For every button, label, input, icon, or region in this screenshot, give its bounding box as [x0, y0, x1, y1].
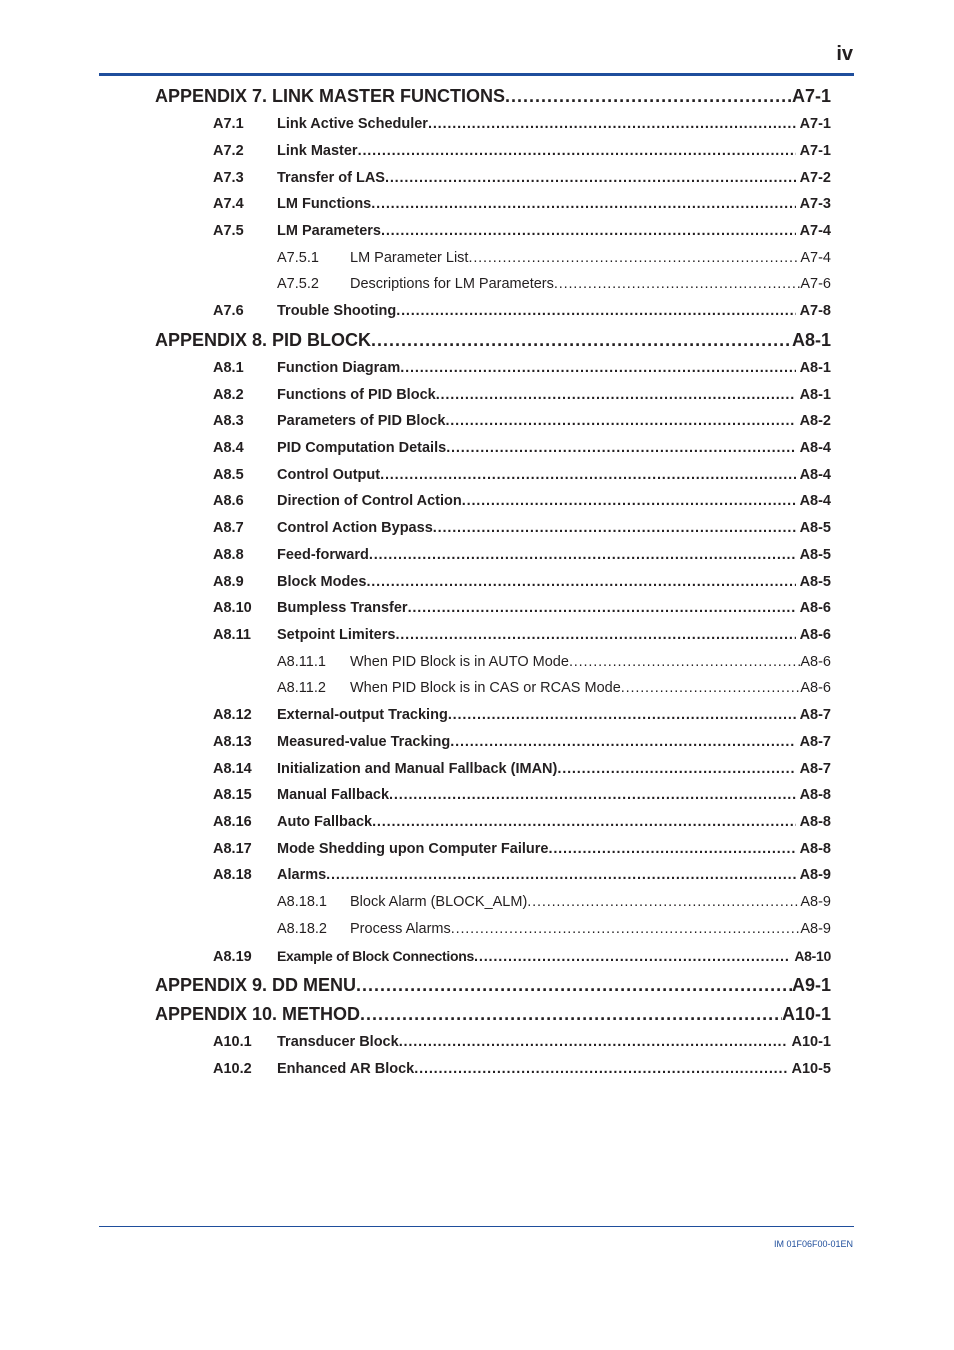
toc-entry-number: A8.7 — [213, 520, 244, 536]
toc-section-entry[interactable] — [213, 387, 831, 403]
page-number: iv — [836, 43, 853, 65]
toc-entry-page: A8-10 — [794, 948, 831, 964]
toc-section-entry[interactable] — [213, 467, 831, 483]
dot-leader — [408, 600, 796, 616]
toc-entry-number: A8.11 — [213, 627, 251, 643]
toc-entry-number: A8.13 — [213, 734, 252, 750]
toc-entry-title: Parameters of PID Block — [277, 413, 446, 429]
toc-entry-title: Feed-forward — [277, 547, 369, 563]
toc-entry-title: Transfer of LAS — [277, 170, 385, 186]
toc-entry-title: LM Parameter List — [350, 250, 469, 266]
toc-entry-page: A7-6 — [800, 276, 831, 292]
dot-leader — [414, 1061, 787, 1077]
toc-appendix-entry[interactable] — [155, 330, 831, 351]
toc-entry-page: A8-9 — [799, 867, 831, 883]
toc-entry-number: A8.14 — [213, 761, 252, 777]
toc-entry-title: Function Diagram — [277, 360, 401, 376]
toc-entry-title: Transducer Block — [277, 1034, 399, 1050]
toc-entry-page: A8-5 — [799, 520, 831, 536]
toc-subsection-entry[interactable] — [277, 276, 831, 292]
toc-appendix-entry[interactable] — [155, 86, 831, 107]
footer-rule — [99, 1226, 854, 1227]
toc-section-entry[interactable] — [213, 1034, 831, 1050]
toc-section-entry[interactable] — [213, 814, 831, 830]
toc-subsection-entry[interactable] — [277, 250, 831, 266]
toc-entry-number: A8.2 — [213, 387, 244, 403]
toc-entry-number: A8.4 — [213, 440, 244, 456]
dot-leader — [396, 303, 795, 319]
toc-subsection-entry[interactable] — [277, 680, 831, 696]
toc-entry-page: A7-2 — [799, 170, 831, 186]
toc-entry-title: APPENDIX 7. LINK MASTER FUNCTIONS — [155, 86, 506, 106]
toc-section-entry[interactable] — [213, 223, 831, 239]
toc-entry-title: Mode Shedding upon Computer Failure — [277, 841, 549, 857]
toc-entry-number: A8.11.1 — [277, 654, 326, 670]
toc-entry-title: APPENDIX 10. METHOD — [155, 1004, 361, 1024]
toc-entry-page: A8-6 — [800, 680, 831, 696]
dot-leader — [621, 680, 801, 696]
toc-section-entry[interactable] — [213, 520, 831, 536]
toc-section-entry[interactable] — [213, 867, 831, 883]
toc-entry-number: A8.6 — [213, 493, 244, 509]
toc-entry-title: Control Action Bypass — [277, 520, 433, 536]
toc-section-entry[interactable] — [213, 493, 831, 509]
dot-leader — [468, 250, 800, 266]
toc-entry-title: Link Master — [277, 143, 358, 159]
toc-entry-title: Control Output — [277, 467, 381, 483]
toc-entry-number: A8.12 — [213, 707, 252, 723]
toc-entry-title: Link Active Scheduler — [277, 116, 428, 132]
toc-entry-title: Functions of PID Block — [277, 387, 436, 403]
toc-entry-page: A8-5 — [799, 547, 831, 563]
dot-leader — [326, 867, 795, 883]
toc-entry-page: A7-3 — [799, 196, 831, 212]
toc-subsection-entry[interactable] — [277, 894, 831, 910]
toc-entry-page: A8-4 — [799, 440, 831, 456]
toc-entry-page: A7-1 — [799, 143, 831, 159]
toc-subsection-entry[interactable] — [277, 921, 831, 937]
toc-entry-number: A8.18.2 — [277, 921, 327, 937]
toc-subsection-entry[interactable] — [277, 654, 831, 670]
toc-appendix-entry[interactable] — [155, 975, 831, 996]
dot-leader — [395, 627, 795, 643]
dot-leader — [446, 440, 795, 456]
toc-entry-page: A8-4 — [799, 493, 831, 509]
toc-entry-number: A8.16 — [213, 814, 252, 830]
toc-entry-number: A8.8 — [213, 547, 244, 563]
dot-leader — [371, 330, 792, 351]
toc-entry-title: Measured-value Tracking — [277, 734, 451, 750]
dot-leader — [433, 520, 796, 536]
toc-entry-page: A7-8 — [799, 303, 831, 319]
toc-section-entry[interactable] — [213, 600, 831, 616]
toc-entry-title: Auto Fallback — [277, 814, 373, 830]
toc-entry-title: APPENDIX 9. DD MENU — [155, 975, 357, 995]
toc-entry-title: APPENDIX 8. PID BLOCK — [155, 330, 372, 350]
toc-entry-number: A7.4 — [213, 196, 244, 212]
dot-leader — [372, 814, 795, 830]
dot-leader — [356, 975, 792, 996]
toc-section-entry[interactable] — [213, 841, 831, 857]
toc-entry-page: A8-8 — [799, 787, 831, 803]
toc-entry-number: A8.3 — [213, 413, 244, 429]
toc-entry-number: A7.2 — [213, 143, 244, 159]
toc-entry-page: A8-9 — [800, 894, 831, 910]
toc-entry-page: A10-1 — [781, 1004, 831, 1024]
dot-leader — [445, 413, 795, 429]
toc-entry-page: A8-7 — [799, 734, 831, 750]
toc-entry-page: A8-1 — [791, 330, 831, 350]
toc-section-entry[interactable] — [213, 196, 831, 212]
toc-entry-title: PID Computation Details — [277, 440, 447, 456]
toc-entry-page: A8-1 — [799, 360, 831, 376]
dot-leader — [462, 493, 796, 509]
toc-entry-number: A8.15 — [213, 787, 252, 803]
toc-entry-page: A7-4 — [799, 223, 831, 239]
toc-entry-page: A8-9 — [800, 921, 831, 937]
toc-entry-title: Setpoint Limiters — [277, 627, 396, 643]
toc-section-entry[interactable] — [213, 360, 831, 376]
toc-entry-page: A8-4 — [799, 467, 831, 483]
toc-section-entry[interactable] — [213, 170, 831, 186]
toc-entry-number: A8.1 — [213, 360, 244, 376]
toc-entry-page: A7-4 — [800, 250, 831, 266]
toc-appendix-entry[interactable] — [155, 1004, 831, 1025]
dot-leader — [369, 547, 796, 563]
dot-leader — [451, 921, 801, 937]
toc-entry-number: A8.19 — [213, 949, 252, 965]
dot-leader — [569, 654, 800, 670]
toc-entry-title: Trouble Shooting — [277, 303, 397, 319]
toc-entry-title: Block Modes — [277, 574, 367, 590]
toc-entry-number: A7.5 — [213, 223, 244, 239]
toc-section-entry[interactable] — [213, 574, 831, 590]
toc-entry-page: A8-8 — [799, 841, 831, 857]
toc-section-entry[interactable] — [213, 787, 831, 803]
toc-entry-title: LM Functions — [277, 196, 372, 212]
toc-section-entry[interactable] — [213, 547, 831, 563]
toc-entry-title: Process Alarms — [350, 921, 451, 937]
toc-entry-page: A9-1 — [791, 975, 831, 995]
toc-entry-page: A7-1 — [799, 116, 831, 132]
toc-entry-number: A10.1 — [213, 1034, 252, 1050]
toc-entry-title: Example of Block Connections — [277, 948, 474, 964]
toc-entry-page: A8-5 — [799, 574, 831, 590]
toc-entry-number: A7.5.2 — [277, 276, 319, 292]
toc-entry-number: A8.10 — [213, 600, 252, 616]
toc-entry-number: A7.5.1 — [277, 250, 319, 266]
toc-section-entry[interactable] — [213, 1061, 831, 1077]
toc-section-entry[interactable] — [213, 116, 831, 132]
toc-section-entry[interactable] — [213, 413, 831, 429]
toc-entry-number: A8.11.2 — [277, 680, 326, 696]
toc-entry-title: Alarms — [277, 867, 327, 883]
toc-section-entry[interactable] — [213, 303, 831, 319]
toc-entry-number: A7.3 — [213, 170, 244, 186]
dot-leader — [360, 1004, 782, 1025]
toc-entry-page: A8-6 — [799, 600, 831, 616]
dot-leader — [428, 116, 796, 132]
toc-entry-number: A8.5 — [213, 467, 244, 483]
dot-leader — [389, 787, 796, 803]
toc-entry-page: A8-7 — [799, 707, 831, 723]
toc-entry-page: A10-5 — [791, 1061, 831, 1077]
toc-entry-page: A7-1 — [791, 86, 831, 106]
toc-entry-title: When PID Block is in AUTO Mode — [350, 654, 569, 670]
toc-entry-title: Initialization and Manual Fallback (IMAN) — [277, 761, 558, 777]
toc-entry-title: Descriptions for LM Parameters — [350, 276, 554, 292]
dot-leader — [358, 143, 796, 159]
toc-section-entry[interactable] — [213, 734, 831, 750]
toc-entry-title: Manual Fallback — [277, 787, 390, 803]
toc-entry-number: A8.18 — [213, 867, 252, 883]
dot-leader — [548, 841, 795, 857]
dot-leader — [380, 467, 795, 483]
dot-leader — [527, 894, 800, 910]
toc-section-entry[interactable] — [213, 627, 831, 643]
dot-leader — [505, 86, 792, 107]
dot-leader — [448, 707, 796, 723]
toc-section-entry[interactable] — [213, 761, 831, 777]
dot-leader — [381, 223, 796, 239]
toc-entry-number: A10.2 — [213, 1061, 252, 1077]
toc-entry-page: A8-8 — [799, 814, 831, 830]
toc-section-entry[interactable] — [213, 143, 831, 159]
dot-leader — [436, 387, 796, 403]
dot-leader — [450, 734, 795, 750]
toc-entry-title: External-output Tracking — [277, 707, 448, 723]
toc-entry-page: A8-6 — [800, 654, 831, 670]
dot-leader — [385, 170, 796, 186]
dot-leader — [366, 574, 795, 590]
toc-section-entry[interactable] — [213, 707, 831, 723]
toc-entry-page: A8-2 — [799, 413, 831, 429]
toc-entry-title: When PID Block is in CAS or RCAS Mode — [350, 680, 621, 696]
toc-entry-page: A8-6 — [799, 627, 831, 643]
toc-section-entry[interactable] — [213, 948, 831, 965]
toc-entry-page: A8-7 — [799, 761, 831, 777]
toc-entry-page: A10-1 — [791, 1034, 831, 1050]
toc-entry-title: Bumpless Transfer — [277, 600, 408, 616]
toc-entry-number: A7.6 — [213, 303, 244, 319]
document-id: IM 01F06F00-01EN — [773, 1239, 853, 1249]
dot-leader — [557, 761, 795, 777]
toc-entry-page: A8-1 — [799, 387, 831, 403]
toc-entry-title: Block Alarm (BLOCK_ALM) — [350, 894, 528, 910]
toc-entry-number: A8.18.1 — [277, 894, 327, 910]
toc-entry-title: Direction of Control Action — [277, 493, 462, 509]
dot-leader — [399, 1034, 788, 1050]
toc-entry-number: A8.9 — [213, 574, 244, 590]
dot-leader — [554, 276, 800, 292]
dot-leader — [474, 949, 790, 965]
dot-leader — [400, 360, 795, 376]
toc-entry-title: LM Parameters — [277, 223, 381, 239]
toc-entry-title: Enhanced AR Block — [277, 1061, 415, 1077]
toc-entry-number: A7.1 — [213, 116, 244, 132]
toc-entry-number: A8.17 — [213, 841, 252, 857]
toc-section-entry[interactable] — [213, 440, 831, 456]
dot-leader — [371, 196, 795, 212]
